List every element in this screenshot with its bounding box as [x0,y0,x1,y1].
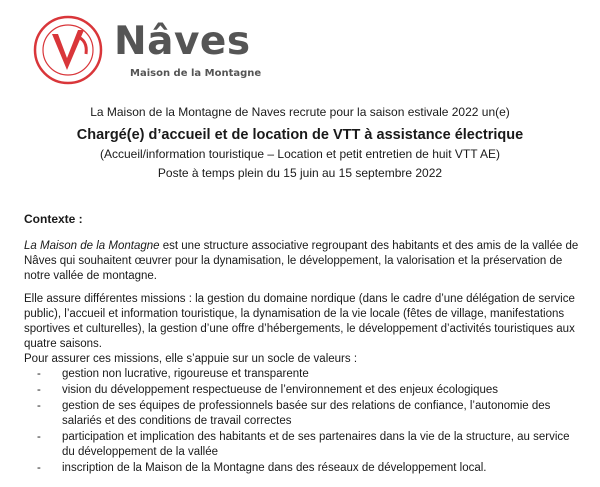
values-list [24,367,582,476]
list-item: - gestion non lucrative, rigoureuse et transparente [37,368,309,380]
job-period: Poste à temps plein du 15 juin au 15 septembre 2022 [157,166,443,180]
list-item: - vision du développement respectueuse de l’environnement et des enjeux écologiques [37,384,499,396]
logo-subtitle: Maison de la Montagne [130,68,262,79]
logo-brand-name: Nâves [114,19,251,64]
list-item: - participation et implication des habitants et de ses partenaires dans la vie de la structure, au service du développement de la vallée [37,431,570,458]
job-header [0,104,600,181]
organization-name: La Maison de la Montagne [24,240,160,252]
logo [30,14,270,86]
presentation-text: est une structure associative regroupant des habitants et des amis de la vallée de Nâves qui souhaitent œuvrer pour la dynamisation, le développement, la valorisation et la préservation de notre vallée de montagne. [24,240,579,282]
section-heading: Contexte : [24,212,83,226]
paragraph-values-intro: Pour assurer ces missions, elle s’appuie sur un socle de valeurs : [24,353,358,365]
paragraph-presentation [24,239,582,284]
job-intro: La Maison de la Montagne de Naves recrute pour la saison estivale 2022 un(e) [90,105,510,119]
contexte-section [24,212,582,477]
list-item: - gestion de ses équipes de professionnels basée sur des relations de confiance, l’autonomie des salariés et des conditions de travail correctes [37,400,551,427]
list-item: - inscription de la Maison de la Montagne dans des réseaux de développement local. [37,462,487,474]
job-title: Chargé(e) d’accueil et de location de VTT à assistance électrique [76,127,524,143]
logo-emblem-icon [30,14,106,86]
paragraph-missions: Elle assure différentes missions : la gestion du domaine nordique (dans le cadre d’une délégation de service public), l’accueil et information touristique, la dynamisation de la vie locale (fêtes de village, manifestations sportives et culturelles), la gestion d’une offre d’hébergements, le développement d’activités touristiques aux quatre saisons. [24,293,575,350]
job-subtitle: (Accueil/information touristique – Location et petit entretien de huit VTT AE) [100,147,500,161]
